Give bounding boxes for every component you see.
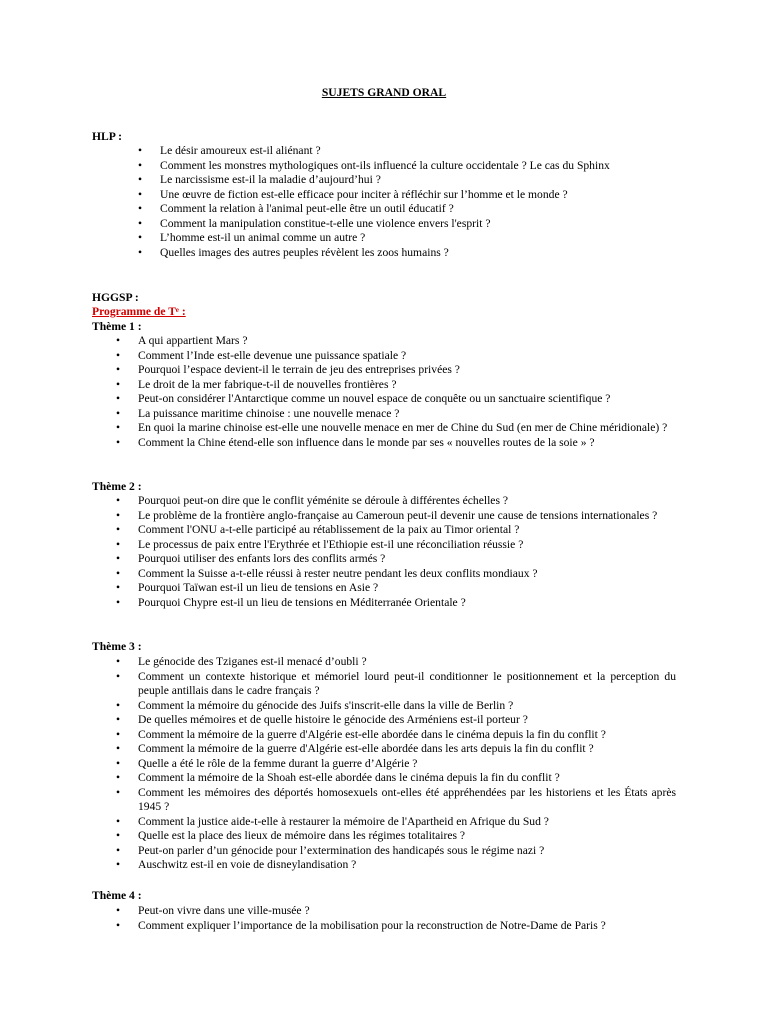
list-item: • Comment un contexte historique et mémoriel lourd peut-il conditionner le positionnement et la perception du peuple antillais dans le cadre français ? <box>116 670 676 699</box>
list-item: • L’homme est-il un animal comme un autre ? <box>138 231 678 246</box>
list-item: • Comment les monstres mythologiques ont-ils influencé la culture occidentale ? Le cas du Sphinx <box>138 159 678 174</box>
list-item: • Le génocide des Tziganes est-il menacé d’oubli ? <box>116 655 676 670</box>
theme-3-list <box>116 655 676 873</box>
list-item: • Comment l’Inde est-elle devenue une puissance spatiale ? <box>116 349 676 364</box>
list-item: • La puissance maritime chinoise : une nouvelle menace ? <box>116 407 676 422</box>
hlp-list <box>138 144 678 260</box>
theme-1-heading: Thème 1 : <box>92 320 142 333</box>
list-item: • Comment la Chine étend-elle son influence dans le monde par ses « nouvelles routes de la soie » ? <box>116 436 676 451</box>
list-item: • Comment la mémoire de la guerre d'Algérie est-elle abordée dans les arts depuis la fin du conflit ? <box>116 742 676 757</box>
list-item: • Comment la mémoire de la Shoah est-elle abordée dans le cinéma depuis la fin du conflit ? <box>116 771 676 786</box>
list-item: • Peut-on parler d’un génocide pour l’extermination des handicapés sous le régime nazi ? <box>116 844 676 859</box>
theme-4-list <box>116 904 676 933</box>
theme-4-heading: Thème 4 : <box>92 889 142 902</box>
list-item: • Comment la manipulation constitue-t-elle une violence envers l'esprit ? <box>138 217 678 232</box>
document-title: SUJETS GRAND ORAL <box>321 86 447 99</box>
list-item: • Le processus de paix entre l'Erythrée et l'Ethiopie est-il une réconciliation réussie ? <box>116 538 676 553</box>
list-item: • Comment la Suisse a-t-elle réussi à rester neutre pendant les deux conflits mondiaux ? <box>116 567 676 582</box>
list-item: • Pourquoi l’espace devient-il le terrain de jeu des entreprises privées ? <box>116 363 676 378</box>
list-item: • Le problème de la frontière anglo-française au Cameroun peut-il devenir une cause de tensions internationales ? <box>116 509 676 524</box>
list-item: • Comment la justice aide-t-elle à restaurer la mémoire de l'Apartheid en Afrique du Sud ? <box>116 815 676 830</box>
list-item: • Peut-on considérer l'Antarctique comme un nouvel espace de conquête ou un sanctuaire scientifique ? <box>116 392 676 407</box>
theme-2-list <box>116 494 676 610</box>
list-item: • A qui appartient Mars ? <box>116 334 676 349</box>
theme-2-heading: Thème 2 : <box>92 480 142 493</box>
list-item: • Une œuvre de fiction est-elle efficace pour inciter à réfléchir sur l’homme et le monde ? <box>138 188 678 203</box>
list-item: • Comment les mémoires des déportés homosexuels ont-elles été appréhendées par les historiens et les États après 1945 ? <box>116 786 676 815</box>
list-item: • Pourquoi peut-on dire que le conflit yéménite se déroule à différentes échelles ? <box>116 494 676 509</box>
list-item: • Comment expliquer l’importance de la mobilisation pour la reconstruction de Notre-Dame de Paris ? <box>116 919 676 934</box>
list-item: • Auschwitz est-il en voie de disneylandisation ? <box>116 858 676 873</box>
theme-1-list <box>116 334 676 450</box>
list-item: • De quelles mémoires et de quelle histoire le génocide des Arméniens est-il porteur ? <box>116 713 676 728</box>
list-item: • Pourquoi Taïwan est-il un lieu de tensions en Asie ? <box>116 581 676 596</box>
list-item: • En quoi la marine chinoise est-elle une nouvelle menace en mer de Chine du Sud (en mer de Chine méridionale) ? <box>116 421 676 436</box>
list-item: • Quelle a été le rôle de la femme durant la guerre d’Algérie ? <box>116 757 676 772</box>
list-item: • Peut-on vivre dans une ville-musée ? <box>116 904 676 919</box>
list-item: • Quelle est la place des lieux de mémoire dans les régimes totalitaires ? <box>116 829 676 844</box>
list-item: • Pourquoi utiliser des enfants lors des conflits armés ? <box>116 552 676 567</box>
list-item: • Le droit de la mer fabrique-t-il de nouvelles frontières ? <box>116 378 676 393</box>
theme-3-heading: Thème 3 : <box>92 640 142 653</box>
hlp-heading: HLP : <box>92 130 122 143</box>
list-item: • Comment l'ONU a-t-elle participé au rétablissement de la paix au Timor oriental ? <box>116 523 676 538</box>
programme-heading: Programme de Tᵉ : <box>92 305 186 318</box>
list-item: • Comment la relation à l'animal peut-elle être un outil éducatif ? <box>138 202 678 217</box>
hggsp-heading: HGGSP : <box>92 291 139 304</box>
list-item: • Le désir amoureux est-il aliénant ? <box>138 144 678 159</box>
list-item: • Pourquoi Chypre est-il un lieu de tensions en Méditerranée Orientale ? <box>116 596 676 611</box>
list-item: • Comment la mémoire de la guerre d'Algérie est-elle abordée dans le cinéma depuis la fin du conflit ? <box>116 728 676 743</box>
list-item: • Quelles images des autres peuples révèlent les zoos humains ? <box>138 246 678 261</box>
list-item: • Comment la mémoire du génocide des Juifs s'inscrit-elle dans la ville de Berlin ? <box>116 699 676 714</box>
list-item: • Le narcissisme est-il la maladie d’aujourd’hui ? <box>138 173 678 188</box>
